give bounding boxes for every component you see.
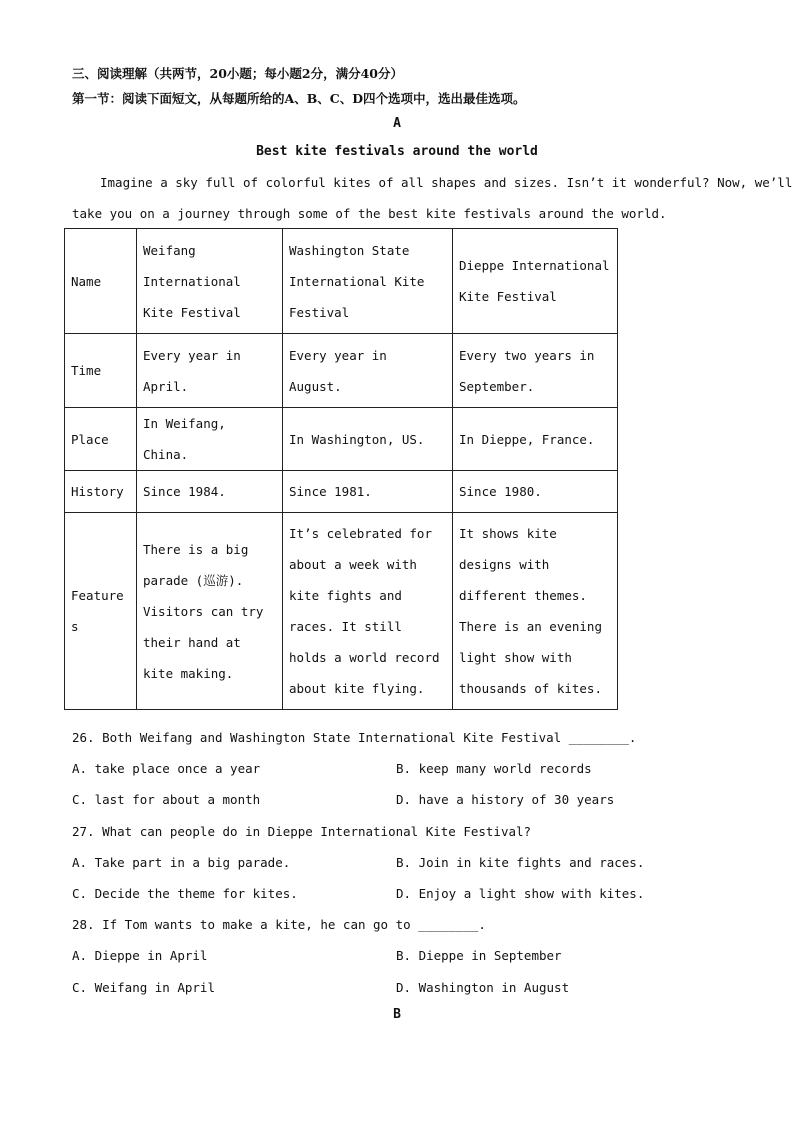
table-cell: Since 1984. bbox=[137, 471, 283, 513]
question-28-option-c: C. Weifang in April bbox=[72, 980, 215, 995]
question-28-option-d: D. Washington in August bbox=[396, 980, 570, 995]
table-cell: It shows kite designs with different themes. There is an evening light show with thousands of kites. bbox=[453, 513, 618, 710]
question-26-option-b: B. keep many world records bbox=[396, 761, 592, 776]
table-row bbox=[65, 471, 618, 513]
table-cell: It’s celebrated for about a week with kite fights and races. It still holds a world record about kite flying. bbox=[283, 513, 453, 710]
table-cell: Since 1980. bbox=[453, 471, 618, 513]
section-heading: 三、阅读理解（共两节，20小题；每小题2分，满分40分） bbox=[72, 66, 403, 81]
row-label-history: History bbox=[65, 471, 137, 513]
question-28-option-a: A. Dieppe in April bbox=[72, 948, 208, 963]
table-cell: In Dieppe, France. bbox=[453, 408, 618, 471]
table-row bbox=[65, 408, 618, 471]
table-cell: In Washington, US. bbox=[283, 408, 453, 471]
table-cell: Weifang International Kite Festival bbox=[137, 229, 283, 334]
passage-a-label: A bbox=[393, 116, 401, 131]
question-26-option-d: D. have a history of 30 years bbox=[396, 792, 615, 807]
table-cell: Every two years in September. bbox=[453, 334, 618, 408]
table-row bbox=[65, 513, 618, 710]
row-label-name: Name bbox=[65, 229, 137, 334]
row-label-time: Time bbox=[65, 334, 137, 408]
passage-title: Best kite festivals around the world bbox=[256, 144, 538, 159]
table-cell: Since 1981. bbox=[283, 471, 453, 513]
table-cell: Washington State International Kite Festival bbox=[283, 229, 453, 334]
subsection-heading: 第一节：阅读下面短文，从每题所给的A、B、C、D四个选项中，选出最佳选项。 bbox=[72, 91, 526, 106]
row-label-place: Place bbox=[65, 408, 137, 471]
table-cell: Every year in August. bbox=[283, 334, 453, 408]
question-27-stem: 27. What can people do in Dieppe International Kite Festival? bbox=[72, 824, 532, 839]
row-label-features: Features bbox=[65, 513, 137, 710]
passage-b-label: B bbox=[393, 1007, 401, 1022]
question-27-option-c: C. Decide the theme for kites. bbox=[72, 886, 298, 901]
intro-line-2: take you on a journey through some of the best kite festivals around the world. bbox=[72, 206, 667, 221]
question-26-option-a: A. take place once a year bbox=[72, 761, 261, 776]
question-26-option-c: C. last for about a month bbox=[72, 792, 261, 807]
question-27-option-d: D. Enjoy a light show with kites. bbox=[396, 886, 645, 901]
table-cell: There is a big parade (巡游). Visitors can try their hand at kite making. bbox=[137, 513, 283, 710]
table-row bbox=[65, 229, 618, 334]
question-27-option-a: A. Take part in a big parade. bbox=[72, 855, 291, 870]
table-cell: Every year in April. bbox=[137, 334, 283, 408]
table-row bbox=[65, 334, 618, 408]
question-28-option-b: B. Dieppe in September bbox=[396, 948, 562, 963]
table-cell: In Weifang, China. bbox=[137, 408, 283, 471]
festival-table bbox=[64, 228, 618, 710]
intro-line-1: Imagine a sky full of colorful kites of all shapes and sizes. Isn’t it wonderful? Now, we’ll bbox=[100, 175, 793, 190]
question-27-option-b: B. Join in kite fights and races. bbox=[396, 855, 645, 870]
question-26-stem: 26. Both Weifang and Washington State International Kite Festival ________. bbox=[72, 730, 637, 745]
table-cell: Dieppe International Kite Festival bbox=[453, 229, 618, 334]
question-28-stem: 28. If Tom wants to make a kite, he can go to ________. bbox=[72, 917, 486, 932]
